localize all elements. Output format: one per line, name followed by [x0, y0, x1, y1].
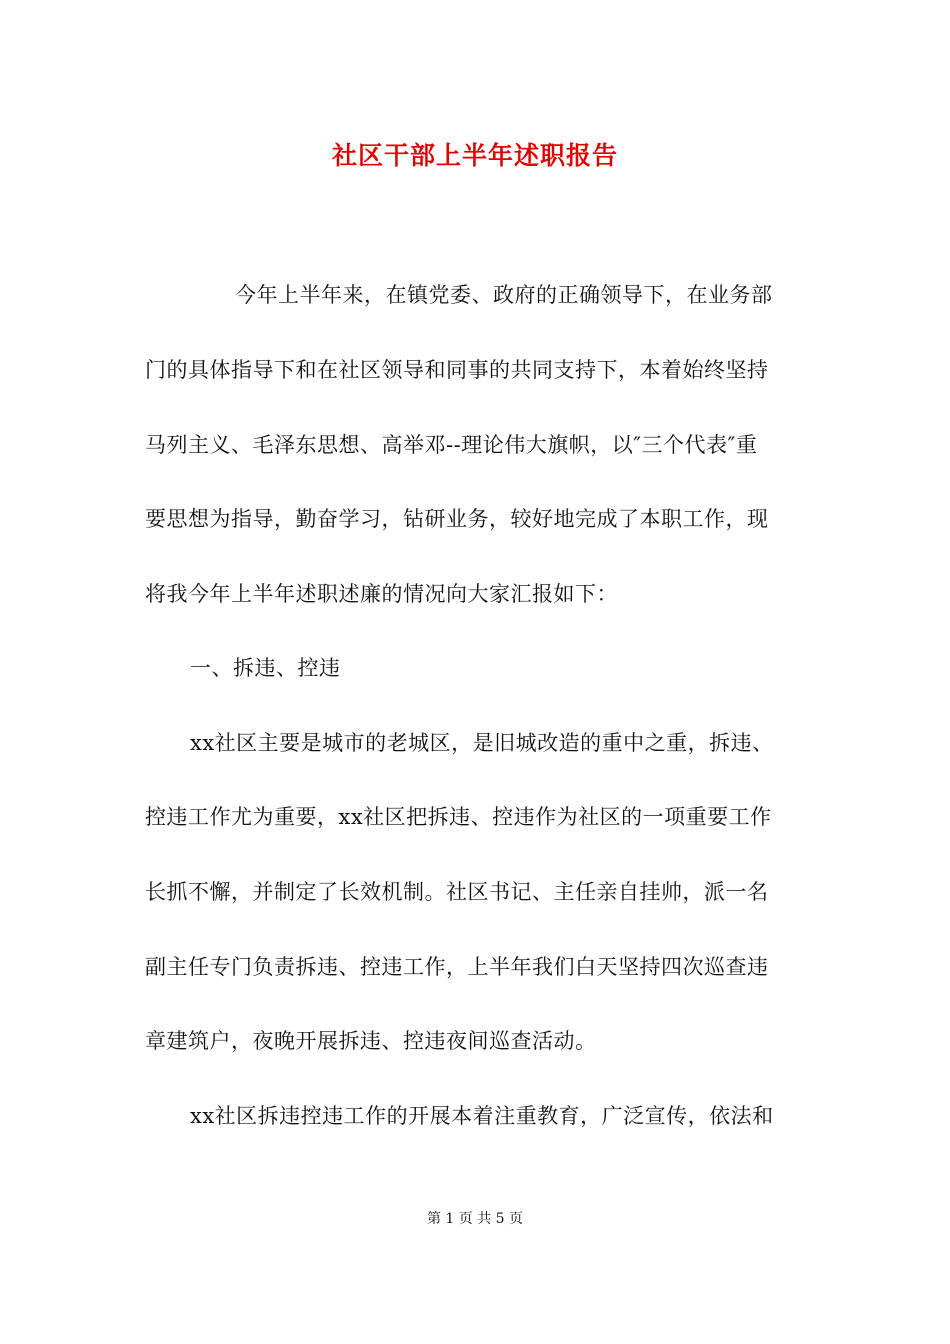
document-title: 社区干部上半年述职报告 [331, 141, 618, 170]
paragraph-line: 长抓不懈，并制定了长效机制。社区书记、主任亲自挂帅，派一名 [145, 880, 769, 904]
paragraph-line: 马列主义、毛泽东思想、高举邓--理论伟大旗帜，以″三个代表″重 [145, 433, 758, 457]
paragraph-line: 今年上半年来，在镇党委、政府的正确领导下，在业务部 [235, 283, 773, 307]
paragraph-line: 章建筑户，夜晚开展拆违、控违夜间巡查活动。 [145, 1029, 597, 1053]
paragraph-line: xx社区主要是城市的老城区，是旧城改造的重中之重，拆违、 [190, 731, 774, 755]
paragraph-line: 要思想为指导，勤奋学习，钻研业务，较好地完成了本职工作，现 [145, 507, 769, 531]
paragraph-line: xx社区拆违控违工作的开展本着注重教育，广泛宣传，依法和 [190, 1104, 774, 1128]
paragraph-line: 控违工作尤为重要，xx社区把拆违、控违作为社区的一项重要工作 [145, 805, 772, 829]
paragraph-line: 将我今年上半年述职述廉的情况向大家汇报如下： [145, 582, 618, 606]
paragraph-line: 副主任专门负责拆违、控违工作，上半年我们白天坚持四次巡查违 [145, 955, 769, 979]
paragraph-line: 门的具体指导下和在社区领导和同事的共同支持下，本着始终坚持 [145, 358, 769, 382]
page-number-footer: 第 1 页 共 5 页 [426, 1211, 524, 1227]
section-heading: 一、拆违、控违 [190, 656, 341, 680]
